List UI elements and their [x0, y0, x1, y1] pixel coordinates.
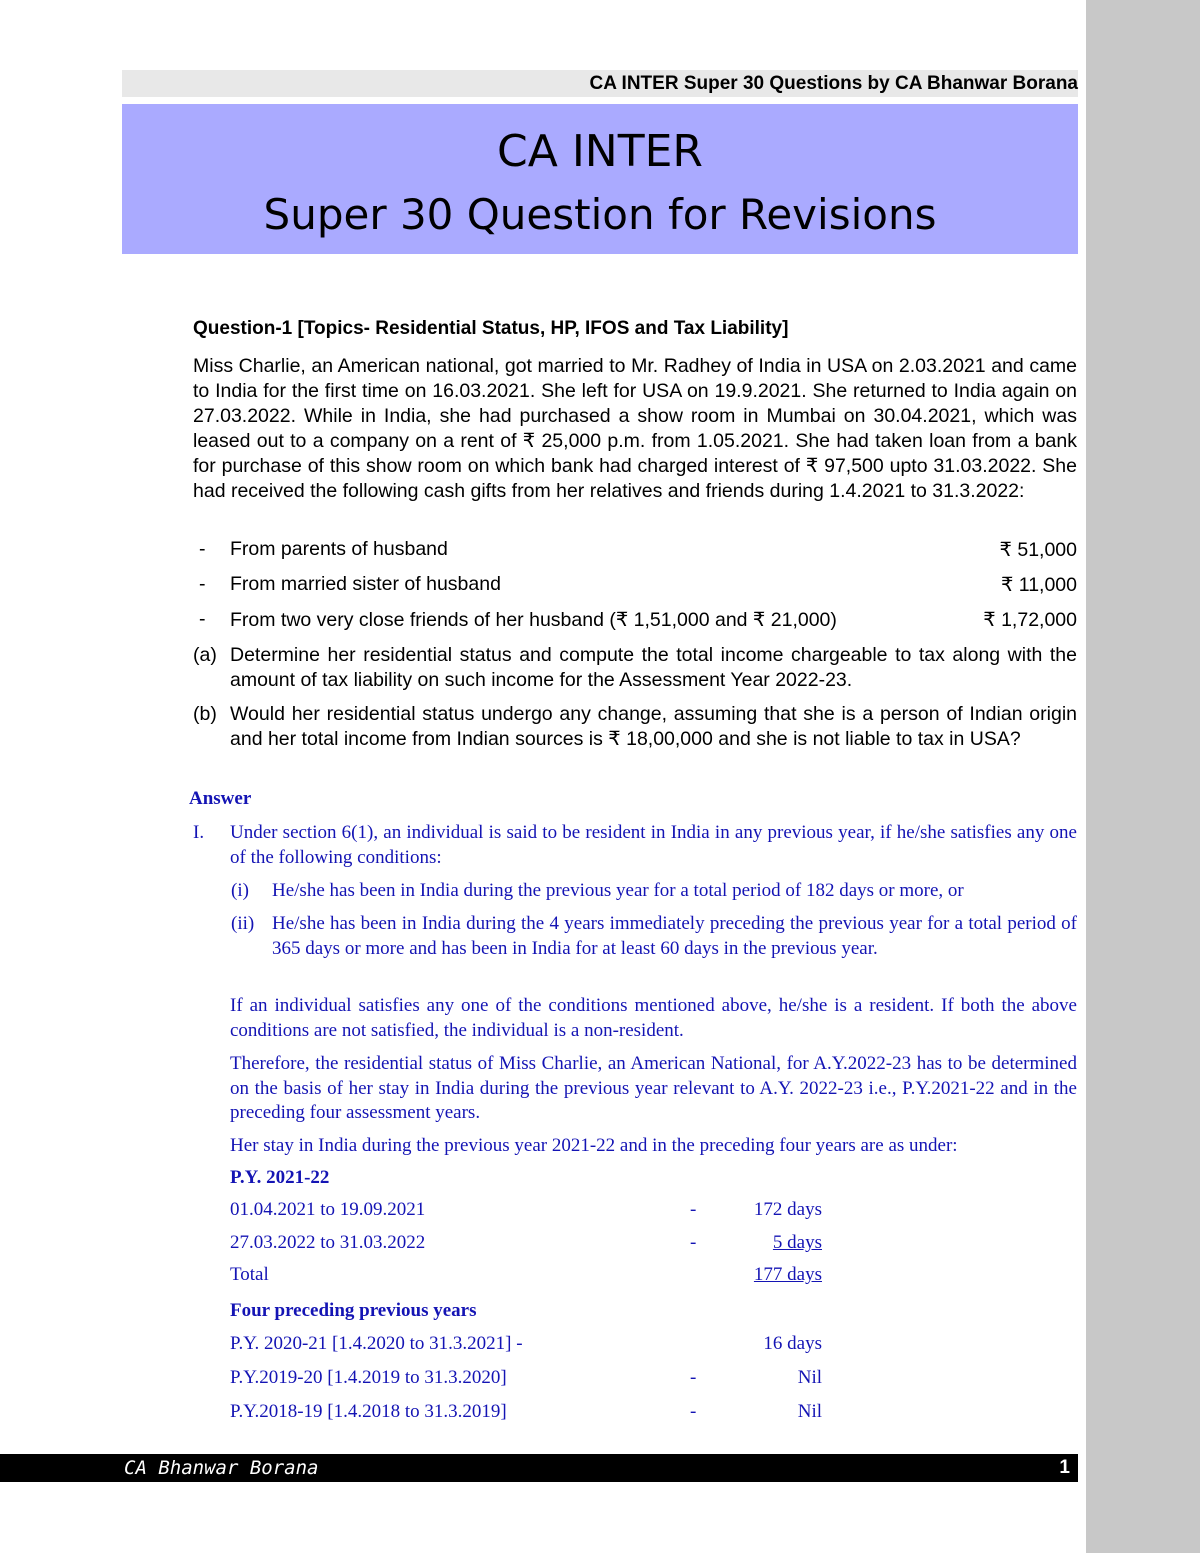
answer-paragraph-3: Her stay in India during the previous year 2021-22 and in the preceding four years are as under: — [230, 1135, 958, 1156]
gift-description: From two very close friends of her husband (₹ 1,51,000 and ₹ 21,000) — [230, 609, 837, 631]
stay-total-days: 177 days — [753, 1264, 822, 1285]
gift-dash: - — [199, 538, 206, 560]
page-number: 1 — [1059, 1457, 1070, 1478]
prior-year-period: P.Y. 2020-21 [1.4.2020 to 31.3.2021] - — [230, 1333, 523, 1354]
prior-year-period: P.Y.2019-20 [1.4.2019 to 31.3.2020] — [230, 1367, 507, 1388]
condition-text: He/she has been in India during the previous year for a total period of 182 days or more, or — [272, 880, 964, 901]
py-heading: P.Y. 2021-22 — [230, 1167, 330, 1188]
prior-year-days: Nil — [797, 1367, 822, 1388]
part-label: (b) — [193, 703, 217, 725]
stay-total-label: Total — [230, 1264, 269, 1285]
condition-text: He/she has been in India during the 4 years immediately preceding the previous year for a total period of 365 days or more and has been in India for at least 60 days in the previous year. — [272, 913, 1077, 959]
title-line-2: Super 30 Question for Revisions — [263, 190, 937, 239]
question-part-b — [193, 702, 1077, 752]
stay-days: 5 days — [772, 1232, 822, 1253]
stay-period: 01.04.2021 to 19.09.2021 — [230, 1199, 426, 1220]
part-text: Would her residential status undergo any change, assuming that she is a person of Indian origin and her total income from Indian sources is ₹ 18,00,000 and she is not liable to tax in USA? — [230, 703, 1077, 750]
gift-amount: ₹ 51,000 — [999, 539, 1077, 561]
stay-row — [230, 1199, 830, 1225]
stay-row — [230, 1232, 830, 1258]
question-paragraph: Miss Charlie, an American national, got married to Mr. Radhey of India in USA on 2.03.2021 and came to India for the first time on 16.03.2021. She left for USA on 19.9.2021. She returned to India again on 27.03.2022. While in India, she had purchased a show room in Mumbai on 30.04.2021, which was leased out to a company on a rent of ₹ 25,000 p.m. from 1.05.2021. She had taken loan from a bank for purchase of this show room on which bank had charged interest of ₹ 97,500 upto 31.03.2022. She had received the following cash gifts from her relatives and friends during 1.4.2021 to 31.3.2022: — [193, 355, 1077, 502]
prior-year-row — [230, 1401, 830, 1427]
header-text: CA INTER Super 30 Questions by CA Bhanwar Borana — [589, 73, 1078, 94]
prior-year-row — [230, 1333, 830, 1359]
condition-label: (ii) — [231, 913, 255, 934]
gift-row — [193, 538, 1077, 564]
condition-label: (i) — [231, 880, 249, 901]
question-title: Question-1 [Topics- Residential Status, HP, IFOS and Tax Liability] — [193, 318, 789, 339]
page-margin-sidebar — [1086, 0, 1200, 1553]
prior-year-period: P.Y.2018-19 [1.4.2018 to 31.3.2019] — [230, 1401, 507, 1422]
part-label: (a) — [193, 644, 217, 666]
gift-row — [193, 608, 1077, 634]
title-line-1: CA INTER — [497, 126, 703, 177]
prior-year-days: Nil — [797, 1401, 822, 1422]
page-header — [122, 70, 1078, 97]
gift-amount: ₹ 11,000 — [1000, 574, 1077, 596]
part-text: Determine her residential status and compute the total income chargeable to tax along with the amount of tax liability on such income for the Assessment Year 2022-23. — [230, 644, 1077, 691]
gift-row — [193, 573, 1077, 599]
gift-description: From married sister of husband — [230, 573, 501, 595]
stay-total-row — [230, 1264, 830, 1290]
stay-days: 172 days — [753, 1199, 822, 1220]
gift-amount: ₹ 1,72,000 — [983, 609, 1077, 631]
title-banner — [122, 104, 1078, 254]
gift-dash: - — [199, 608, 206, 630]
gift-description: From parents of husband — [230, 538, 448, 560]
answer-intro: Under section 6(1), an individual is said to be resident in India in any previous year, if he/she satisfies any one of the following conditions: — [230, 822, 1077, 868]
prior-year-days: 16 days — [763, 1333, 822, 1354]
prior-year-dash: - — [690, 1401, 697, 1422]
answer-roman-numeral: I. — [193, 822, 205, 843]
prior-year-row — [230, 1367, 830, 1393]
page-footer — [0, 1454, 1078, 1482]
footer-author: CA Bhanwar Borana — [124, 1457, 319, 1479]
four-years-heading: Four preceding previous years — [230, 1300, 477, 1321]
answer-heading: Answer — [189, 788, 252, 809]
stay-dash: - — [690, 1232, 697, 1253]
question-part-a — [193, 643, 1077, 693]
prior-year-dash: - — [690, 1367, 697, 1388]
stay-dash: - — [690, 1199, 697, 1220]
stay-period: 27.03.2022 to 31.03.2022 — [230, 1232, 426, 1253]
gift-dash: - — [199, 573, 206, 595]
answer-paragraph-1: If an individual satisfies any one of the conditions mentioned above, he/she is a resident. If both the above conditions are not satisfied, the individual is a non-resident. — [230, 995, 1077, 1041]
answer-paragraph-2: Therefore, the residential status of Miss Charlie, an American National, for A.Y.2022-23 has to be determined on the basis of her stay in India during the previous year relevant to A.Y. 2022-23 i.e., P.Y.2021-22 and in the preceding four assessment years. — [230, 1053, 1077, 1123]
